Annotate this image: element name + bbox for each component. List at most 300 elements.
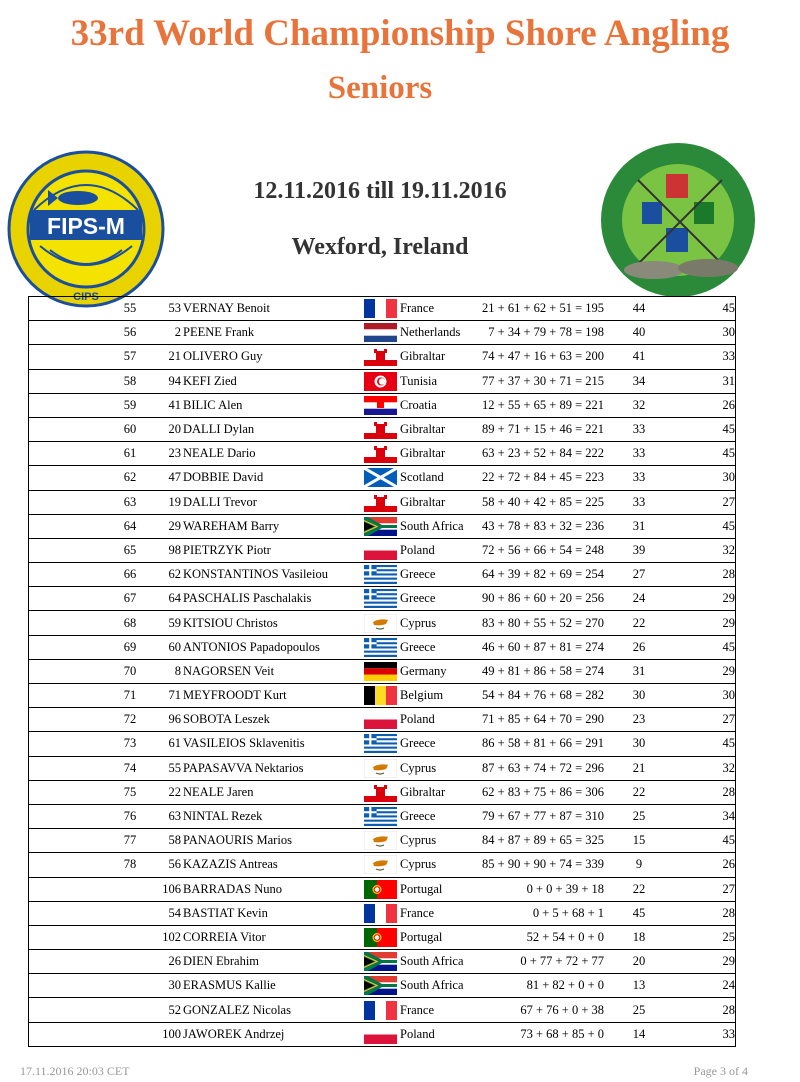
competitor-name-cell: MEYFROODT Kurt (181, 684, 363, 708)
rank-cell: 56 (29, 321, 152, 345)
value-a-cell: 24 (604, 587, 674, 611)
flag-cell (363, 732, 397, 756)
competitor-name-cell: KEFI Zied (181, 369, 363, 393)
competitor-number-cell: 41 (151, 393, 181, 417)
table-row (29, 345, 736, 369)
country-cell: France (397, 998, 480, 1022)
competitor-name-cell: NAGORSEN Veit (181, 659, 363, 683)
value-b-cell: 34 (674, 804, 736, 828)
results-table (28, 296, 736, 1047)
country-cell: Gibraltar (397, 442, 480, 466)
rank-cell: 61 (29, 442, 152, 466)
value-b-cell: 32 (674, 756, 736, 780)
flag-cell (363, 635, 397, 659)
rank-cell: 55 (29, 297, 152, 321)
value-a-cell: 25 (604, 998, 674, 1022)
competitor-number-cell: 60 (151, 635, 181, 659)
flag-cell (363, 442, 397, 466)
flag-cell (363, 369, 397, 393)
table-row (29, 780, 736, 804)
france-flag-icon (364, 299, 397, 318)
competitor-number-cell: 64 (151, 587, 181, 611)
country-cell: Greece (397, 587, 480, 611)
table-row (29, 442, 736, 466)
competitor-number-cell: 53 (151, 297, 181, 321)
tunisia-flag-icon (364, 372, 397, 391)
svg-text:CIPS: CIPS (73, 291, 99, 303)
value-a-cell: 23 (604, 708, 674, 732)
value-a-cell: 33 (604, 417, 674, 441)
competitor-number-cell: 94 (151, 369, 181, 393)
competitor-number-cell: 54 (151, 901, 181, 925)
competitor-name-cell: ANTONIOS Papadopoulos (181, 635, 363, 659)
table-row (29, 684, 736, 708)
greece-flag-icon (364, 807, 397, 826)
competitor-number-cell: 23 (151, 442, 181, 466)
value-a-cell: 33 (604, 466, 674, 490)
flag-cell (363, 514, 397, 538)
points-calculation-cell: 58 + 40 + 42 + 85 = 225 (480, 490, 604, 514)
value-b-cell: 45 (674, 829, 736, 853)
country-cell: Poland (397, 708, 480, 732)
rank-cell: 77 (29, 829, 152, 853)
rank-cell (29, 998, 152, 1022)
rank-cell: 65 (29, 538, 152, 562)
points-calculation-cell: 67 + 76 + 0 + 38 (480, 998, 604, 1022)
country-cell: Poland (397, 1022, 480, 1046)
value-b-cell: 28 (674, 998, 736, 1022)
country-cell: Scotland (397, 466, 480, 490)
competitor-number-cell: 100 (151, 1022, 181, 1046)
flag-cell (363, 756, 397, 780)
table-row (29, 611, 736, 635)
points-calculation-cell: 73 + 68 + 85 + 0 (480, 1022, 604, 1046)
country-cell: Portugal (397, 925, 480, 949)
rank-cell (29, 1022, 152, 1046)
table-row (29, 659, 736, 683)
value-a-cell: 40 (604, 321, 674, 345)
flag-cell (363, 659, 397, 683)
value-b-cell: 45 (674, 297, 736, 321)
table-row (29, 514, 736, 538)
competitor-number-cell: 20 (151, 417, 181, 441)
greece-flag-icon (364, 638, 397, 657)
table-row (29, 297, 736, 321)
flag-cell (363, 684, 397, 708)
rank-cell: 67 (29, 587, 152, 611)
competitor-name-cell: NEALE Jaren (181, 780, 363, 804)
value-a-cell: 22 (604, 780, 674, 804)
flag-cell (363, 417, 397, 441)
points-calculation-cell: 22 + 72 + 84 + 45 = 223 (480, 466, 604, 490)
rank-cell: 57 (29, 345, 152, 369)
competitor-name-cell: DIEN Ebrahim (181, 950, 363, 974)
points-calculation-cell: 7 + 34 + 79 + 78 = 198 (480, 321, 604, 345)
value-b-cell: 45 (674, 417, 736, 441)
gibraltar-flag-icon (364, 783, 397, 802)
rank-cell (29, 925, 152, 949)
value-a-cell: 44 (604, 297, 674, 321)
flag-cell (363, 611, 397, 635)
value-b-cell: 28 (674, 901, 736, 925)
country-cell: Poland (397, 538, 480, 562)
country-cell: Netherlands (397, 321, 480, 345)
flag-cell (363, 1022, 397, 1046)
value-b-cell: 29 (674, 950, 736, 974)
portugal-flag-icon (364, 880, 397, 899)
points-calculation-cell: 12 + 55 + 65 + 89 = 221 (480, 393, 604, 417)
value-a-cell: 22 (604, 611, 674, 635)
country-cell: South Africa (397, 514, 480, 538)
table-row (29, 393, 736, 417)
flag-cell (363, 974, 397, 998)
points-calculation-cell: 85 + 90 + 90 + 74 = 339 (480, 853, 604, 877)
competitor-name-cell: VERNAY Benoit (181, 297, 363, 321)
flag-cell (363, 950, 397, 974)
footer-timestamp: 17.11.2016 20:03 CET (20, 1064, 130, 1078)
belgium-flag-icon (364, 686, 397, 705)
southafrica-flag-icon (364, 517, 397, 536)
value-b-cell: 30 (674, 321, 736, 345)
event-location: Wexford, Ireland (291, 234, 469, 260)
value-b-cell: 29 (674, 587, 736, 611)
croatia-flag-icon (364, 396, 397, 415)
france-flag-icon (364, 904, 397, 923)
competitor-name-cell: KITSIOU Christos (181, 611, 363, 635)
flag-cell (363, 925, 397, 949)
netherlands-flag-icon (364, 323, 397, 342)
country-cell: Croatia (397, 393, 480, 417)
rank-cell: 74 (29, 756, 152, 780)
competitor-number-cell: 59 (151, 611, 181, 635)
flag-cell (363, 345, 397, 369)
competitor-number-cell: 71 (151, 684, 181, 708)
value-b-cell: 26 (674, 853, 736, 877)
competitor-number-cell: 102 (151, 925, 181, 949)
value-a-cell: 32 (604, 393, 674, 417)
value-b-cell: 25 (674, 925, 736, 949)
competitor-name-cell: DOBBIE David (181, 466, 363, 490)
gibraltar-flag-icon (364, 493, 397, 512)
points-calculation-cell: 49 + 81 + 86 + 58 = 274 (480, 659, 604, 683)
footer-page-number: Page 3 of 4 (693, 1064, 748, 1078)
rank-cell (29, 974, 152, 998)
competitor-number-cell: 56 (151, 853, 181, 877)
value-b-cell: 27 (674, 490, 736, 514)
value-a-cell: 45 (604, 901, 674, 925)
greece-flag-icon (364, 734, 397, 753)
competitor-name-cell: CORREIA Vitor (181, 925, 363, 949)
value-a-cell: 26 (604, 635, 674, 659)
value-a-cell: 27 (604, 563, 674, 587)
gibraltar-flag-icon (364, 420, 397, 439)
country-cell: South Africa (397, 974, 480, 998)
competitor-number-cell: 29 (151, 514, 181, 538)
flag-cell (363, 853, 397, 877)
value-a-cell: 30 (604, 732, 674, 756)
competitor-name-cell: DALLI Dylan (181, 417, 363, 441)
portugal-flag-icon (364, 928, 397, 947)
competitor-name-cell: PASCHALIS Paschalakis (181, 587, 363, 611)
points-calculation-cell: 21 + 61 + 62 + 51 = 195 (480, 297, 604, 321)
table-row (29, 829, 736, 853)
page-title: 33rd World Championship Shore Angling (70, 13, 730, 54)
cyprus-flag-icon (364, 759, 397, 778)
points-calculation-cell: 86 + 58 + 81 + 66 = 291 (480, 732, 604, 756)
competitor-number-cell: 106 (151, 877, 181, 901)
value-a-cell: 13 (604, 974, 674, 998)
ifsa-logo (598, 140, 758, 300)
points-calculation-cell: 79 + 67 + 77 + 87 = 310 (480, 804, 604, 828)
table-row (29, 490, 736, 514)
points-calculation-cell: 0 + 77 + 72 + 77 (480, 950, 604, 974)
country-cell: France (397, 297, 480, 321)
value-b-cell: 32 (674, 538, 736, 562)
poland-flag-icon (364, 541, 397, 560)
country-cell: Greece (397, 635, 480, 659)
competitor-name-cell: WAREHAM Barry (181, 514, 363, 538)
competitor-name-cell: ERASMUS Kallie (181, 974, 363, 998)
competitor-name-cell: PIETRZYK Piotr (181, 538, 363, 562)
points-calculation-cell: 63 + 23 + 52 + 84 = 222 (480, 442, 604, 466)
competitor-number-cell: 63 (151, 804, 181, 828)
flag-cell (363, 829, 397, 853)
rank-cell: 68 (29, 611, 152, 635)
country-cell: South Africa (397, 950, 480, 974)
value-b-cell: 24 (674, 974, 736, 998)
competitor-name-cell: NEALE Dario (181, 442, 363, 466)
competitor-name-cell: KONSTANTINOS Vasileiou (181, 563, 363, 587)
competitor-name-cell: BILIC Alen (181, 393, 363, 417)
points-calculation-cell: 0 + 5 + 68 + 1 (480, 901, 604, 925)
value-a-cell: 21 (604, 756, 674, 780)
cyprus-flag-icon (364, 831, 397, 850)
greece-flag-icon (364, 589, 397, 608)
rank-cell: 60 (29, 417, 152, 441)
table-row (29, 901, 736, 925)
value-b-cell: 31 (674, 369, 736, 393)
rank-cell: 73 (29, 732, 152, 756)
competitor-name-cell: OLIVERO Guy (181, 345, 363, 369)
country-cell: Greece (397, 804, 480, 828)
table-row (29, 804, 736, 828)
rank-cell (29, 950, 152, 974)
table-row (29, 950, 736, 974)
value-b-cell: 33 (674, 1022, 736, 1046)
points-calculation-cell: 43 + 78 + 83 + 32 = 236 (480, 514, 604, 538)
fips-m-logo (6, 150, 166, 308)
gibraltar-flag-icon (364, 347, 397, 366)
rank-cell: 72 (29, 708, 152, 732)
competitor-name-cell: KAZAZIS Antreas (181, 853, 363, 877)
points-calculation-cell: 62 + 83 + 75 + 86 = 306 (480, 780, 604, 804)
flag-cell (363, 466, 397, 490)
value-b-cell: 28 (674, 780, 736, 804)
flag-cell (363, 321, 397, 345)
rank-cell: 75 (29, 780, 152, 804)
country-cell: Cyprus (397, 829, 480, 853)
points-calculation-cell: 71 + 85 + 64 + 70 = 290 (480, 708, 604, 732)
country-cell: France (397, 901, 480, 925)
value-a-cell: 25 (604, 804, 674, 828)
country-cell: Portugal (397, 877, 480, 901)
greece-flag-icon (364, 565, 397, 584)
value-a-cell: 15 (604, 829, 674, 853)
value-b-cell: 45 (674, 514, 736, 538)
rank-cell: 59 (29, 393, 152, 417)
rank-cell: 70 (29, 659, 152, 683)
value-a-cell: 31 (604, 514, 674, 538)
rank-cell: 64 (29, 514, 152, 538)
value-b-cell: 45 (674, 442, 736, 466)
value-b-cell: 27 (674, 877, 736, 901)
flag-cell (363, 708, 397, 732)
competitor-number-cell: 58 (151, 829, 181, 853)
country-cell: Greece (397, 563, 480, 587)
competitor-name-cell: GONZALEZ Nicolas (181, 998, 363, 1022)
table-row (29, 538, 736, 562)
country-cell: Germany (397, 659, 480, 683)
competitor-number-cell: 2 (151, 321, 181, 345)
country-cell: Cyprus (397, 756, 480, 780)
poland-flag-icon (364, 1025, 397, 1044)
rank-cell: 69 (29, 635, 152, 659)
table-row (29, 466, 736, 490)
flag-cell (363, 998, 397, 1022)
points-calculation-cell: 84 + 87 + 89 + 65 = 325 (480, 829, 604, 853)
competitor-number-cell: 98 (151, 538, 181, 562)
value-a-cell: 14 (604, 1022, 674, 1046)
value-a-cell: 31 (604, 659, 674, 683)
france-flag-icon (364, 1001, 397, 1020)
flag-cell (363, 393, 397, 417)
competitor-name-cell: PAPASAVVA Nektarios (181, 756, 363, 780)
value-a-cell: 39 (604, 538, 674, 562)
value-a-cell: 41 (604, 345, 674, 369)
points-calculation-cell: 0 + 0 + 39 + 18 (480, 877, 604, 901)
value-a-cell: 22 (604, 877, 674, 901)
table-row (29, 756, 736, 780)
value-b-cell: 33 (674, 345, 736, 369)
rank-cell: 66 (29, 563, 152, 587)
scotland-flag-icon (364, 468, 397, 487)
value-b-cell: 28 (674, 563, 736, 587)
table-row (29, 877, 736, 901)
competitor-number-cell: 30 (151, 974, 181, 998)
rank-cell: 58 (29, 369, 152, 393)
table-row (29, 708, 736, 732)
country-cell: Cyprus (397, 611, 480, 635)
value-b-cell: 45 (674, 635, 736, 659)
country-cell: Greece (397, 732, 480, 756)
competitor-number-cell: 52 (151, 998, 181, 1022)
points-calculation-cell: 89 + 71 + 15 + 46 = 221 (480, 417, 604, 441)
flag-cell (363, 587, 397, 611)
rank-cell (29, 901, 152, 925)
points-calculation-cell: 83 + 80 + 55 + 52 = 270 (480, 611, 604, 635)
rank-cell: 76 (29, 804, 152, 828)
value-a-cell: 20 (604, 950, 674, 974)
competitor-number-cell: 26 (151, 950, 181, 974)
flag-cell (363, 780, 397, 804)
country-cell: Gibraltar (397, 345, 480, 369)
points-calculation-cell: 54 + 84 + 76 + 68 = 282 (480, 684, 604, 708)
competitor-name-cell: JAWOREK Andrzej (181, 1022, 363, 1046)
flag-cell (363, 901, 397, 925)
competitor-name-cell: BASTIAT Kevin (181, 901, 363, 925)
table-row (29, 563, 736, 587)
value-a-cell: 30 (604, 684, 674, 708)
value-a-cell: 33 (604, 490, 674, 514)
poland-flag-icon (364, 710, 397, 729)
competitor-number-cell: 21 (151, 345, 181, 369)
competitor-number-cell: 47 (151, 466, 181, 490)
competitor-number-cell: 19 (151, 490, 181, 514)
country-cell: Cyprus (397, 853, 480, 877)
points-calculation-cell: 52 + 54 + 0 + 0 (480, 925, 604, 949)
flag-cell (363, 297, 397, 321)
value-a-cell: 18 (604, 925, 674, 949)
table-row (29, 998, 736, 1022)
flag-cell (363, 804, 397, 828)
table-row (29, 635, 736, 659)
rank-cell: 71 (29, 684, 152, 708)
value-b-cell: 30 (674, 466, 736, 490)
table-row (29, 587, 736, 611)
country-cell: Gibraltar (397, 417, 480, 441)
points-calculation-cell: 77 + 37 + 30 + 71 = 215 (480, 369, 604, 393)
competitor-name-cell: NINTAL Rezek (181, 804, 363, 828)
country-cell: Tunisia (397, 369, 480, 393)
flag-cell (363, 490, 397, 514)
competitor-name-cell: BARRADAS Nuno (181, 877, 363, 901)
table-row (29, 974, 736, 998)
value-a-cell: 34 (604, 369, 674, 393)
points-calculation-cell: 46 + 60 + 87 + 81 = 274 (480, 635, 604, 659)
flag-cell (363, 563, 397, 587)
competitor-name-cell: PANAOURIS Marios (181, 829, 363, 853)
southafrica-flag-icon (364, 952, 397, 971)
competitor-number-cell: 22 (151, 780, 181, 804)
country-cell: Gibraltar (397, 780, 480, 804)
country-cell: Belgium (397, 684, 480, 708)
points-calculation-cell: 87 + 63 + 74 + 72 = 296 (480, 756, 604, 780)
southafrica-flag-icon (364, 976, 397, 995)
table-row (29, 369, 736, 393)
rank-cell (29, 877, 152, 901)
table-row (29, 732, 736, 756)
table-row (29, 925, 736, 949)
points-calculation-cell: 81 + 82 + 0 + 0 (480, 974, 604, 998)
svg-text:FIPS-M: FIPS-M (47, 213, 125, 239)
points-calculation-cell: 64 + 39 + 82 + 69 = 254 (480, 563, 604, 587)
page-subtitle: Seniors (327, 70, 433, 106)
competitor-name-cell: PEENE Frank (181, 321, 363, 345)
points-calculation-cell: 74 + 47 + 16 + 63 = 200 (480, 345, 604, 369)
points-calculation-cell: 90 + 86 + 60 + 20 = 256 (480, 587, 604, 611)
value-b-cell: 30 (674, 684, 736, 708)
event-dates: 12.11.2016 till 19.11.2016 (253, 178, 507, 204)
points-calculation-cell: 72 + 56 + 66 + 54 = 248 (480, 538, 604, 562)
value-a-cell: 33 (604, 442, 674, 466)
rank-cell: 63 (29, 490, 152, 514)
competitor-number-cell: 96 (151, 708, 181, 732)
competitor-number-cell: 8 (151, 659, 181, 683)
value-b-cell: 29 (674, 659, 736, 683)
competitor-name-cell: DALLI Trevor (181, 490, 363, 514)
value-b-cell: 45 (674, 732, 736, 756)
cyprus-flag-icon (364, 614, 397, 633)
